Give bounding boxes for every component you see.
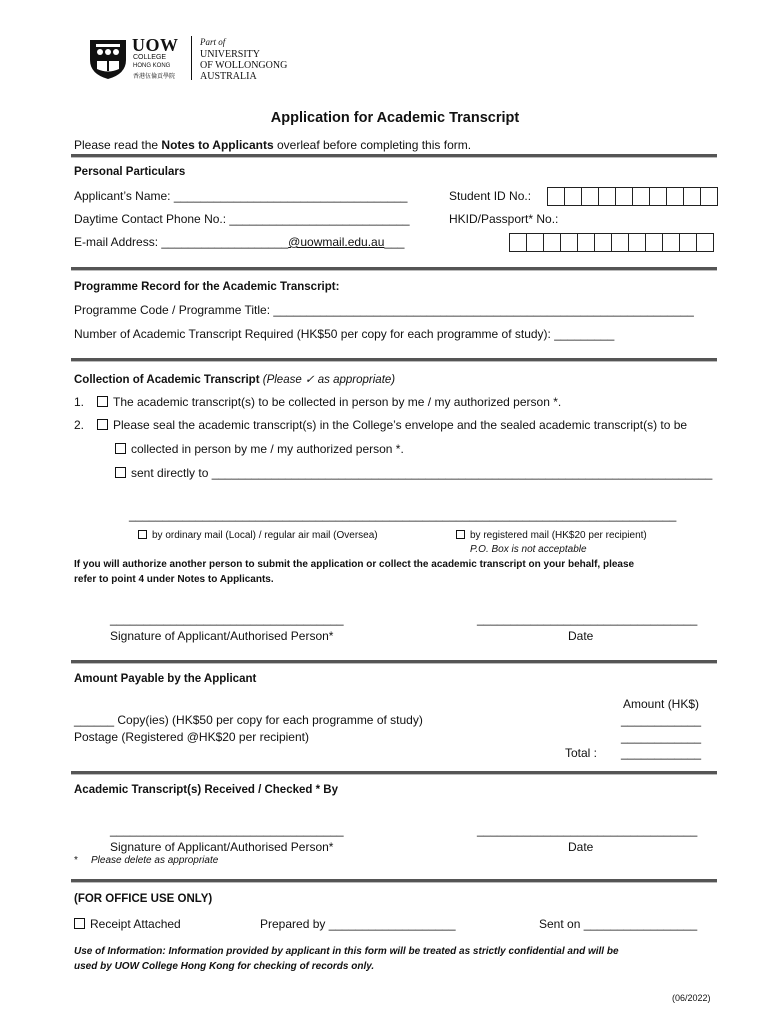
address-line[interactable]: __________________________________________________________________________________	[129, 508, 677, 522]
footnote-star: *	[74, 855, 78, 866]
received-signature-label: Signature of Applicant/Authorised Person*	[110, 840, 334, 854]
authorize-note: If you will authorize another person to submit the application or collect the academic transcript on your behalf, please	[74, 559, 635, 570]
signature-label: Signature of Applicant/Authorised Person*	[110, 629, 334, 643]
authorize-note-2: refer to point 4 under Notes to Applicants.	[74, 574, 274, 585]
office-heading: (FOR OFFICE USE ONLY)	[74, 893, 213, 905]
copies-field[interactable]: ______ Copy(ies) (HK$50 per copy for each programme of study)	[74, 713, 423, 727]
checkbox-icon[interactable]	[115, 443, 126, 454]
programme-heading: Programme Record for the Academic Transcript:	[74, 281, 340, 293]
received-date-line[interactable]: _________________________________	[477, 823, 698, 837]
postage-amount[interactable]: ____________	[621, 730, 702, 744]
collect-option[interactable]: collected in person by me / my authorized person *.	[115, 442, 404, 456]
copies-amount[interactable]: ____________	[621, 713, 702, 727]
checkbox-icon[interactable]	[138, 530, 147, 539]
received-date-label: Date	[568, 840, 594, 854]
checkbox-icon[interactable]	[456, 530, 465, 539]
programme-code-field[interactable]: Programme Code / Programme Title: _______________________________________________________________	[74, 303, 694, 317]
divider	[71, 267, 717, 271]
item1-number: 1.	[74, 395, 85, 409]
checkbox-icon[interactable]	[97, 419, 108, 430]
intro-text: Please read the Notes to Applicants overleaf before completing this form.	[74, 138, 472, 152]
sent-on-field[interactable]: Sent on _________________	[539, 917, 698, 931]
received-heading: Academic Transcript(s) Received / Checked * By	[74, 784, 338, 796]
send-option[interactable]: sent directly to ___________________________________________________________________________	[115, 466, 712, 480]
checkbox-icon[interactable]	[74, 918, 85, 929]
hkid-label: HKID/Passport* No.:	[449, 212, 559, 226]
hkid-boxes[interactable]	[510, 233, 714, 252]
divider	[71, 660, 717, 664]
receipt-option[interactable]: Receipt Attached	[74, 917, 181, 931]
logo-univ2: OF WOLLONGONG	[200, 60, 288, 71]
checkbox-icon[interactable]	[115, 467, 126, 478]
received-signature-line[interactable]: ___________________________________	[110, 823, 344, 837]
use-of-information: Use of Information: Information provided by applicant in this form will be treated as strictly confidential and will be	[74, 946, 619, 957]
version-code: (06/2022)	[672, 993, 711, 1003]
signature-line[interactable]: ___________________________________	[110, 612, 344, 626]
total-label: Total :	[565, 746, 598, 760]
logo-college: COLLEGE	[133, 54, 167, 61]
email-field[interactable]: E-mail Address: ___________________@uowmail.edu.au___	[74, 235, 405, 249]
phone-field[interactable]: Daytime Contact Phone No.: ___________________________	[74, 212, 410, 226]
logo-hong-kong: HONG KONG	[133, 63, 171, 69]
checkbox-icon[interactable]	[97, 396, 108, 407]
amount-heading: Amount Payable by the Applicant	[74, 673, 257, 685]
prepared-by-field[interactable]: Prepared by ___________________	[260, 917, 456, 931]
divider	[71, 358, 717, 362]
student-id-label: Student ID No.:	[449, 189, 532, 203]
divider	[71, 154, 717, 158]
item2-option[interactable]: Please seal the academic transcript(s) in the College’s envelope and the sealed academic transcript(s) to be	[97, 418, 687, 432]
postage-label: Postage (Registered @HK$20 per recipient)	[74, 730, 309, 744]
logo-divider	[191, 36, 192, 80]
logo-uow: UOW	[132, 35, 179, 55]
crest-icon	[88, 34, 128, 80]
transcript-number-field[interactable]: Number of Academic Transcript Required (HK$50 per copy for each programme of study): _________	[74, 327, 615, 341]
total-amount[interactable]: ____________	[621, 746, 702, 760]
personal-heading: Personal Particulars	[74, 166, 186, 178]
logo-univ3: AUSTRALIA	[200, 71, 257, 82]
collection-heading: Collection of Academic Transcript (Please ✓ as appropriate)	[74, 374, 396, 386]
date-label: Date	[568, 629, 594, 643]
item1-option[interactable]: The academic transcript(s) to be collected in person by me / my authorized person *.	[97, 395, 561, 409]
ordinary-mail-option[interactable]: by ordinary mail (Local) / regular air mail (Oversea)	[138, 530, 378, 541]
item2-number: 2.	[74, 418, 85, 432]
logo-chinese: 香港伍倫貢學院	[133, 74, 176, 80]
logo-part-of: Part of	[200, 37, 226, 47]
amount-column-header: Amount (HK$)	[623, 697, 700, 711]
divider	[71, 771, 717, 775]
use-of-information-2: used by UOW College Hong Kong for checking of records only.	[74, 961, 375, 972]
applicant-name-field[interactable]: Applicant’s Name: ___________________________________	[74, 189, 408, 203]
divider	[71, 879, 717, 883]
footnote: Please delete as appropriate	[91, 855, 219, 866]
date-line[interactable]: _________________________________	[477, 612, 698, 626]
registered-mail-option[interactable]: by registered mail (HK$20 per recipient)	[456, 530, 647, 541]
logo-univ1: UNIVERSITY	[200, 49, 260, 60]
po-box-note: P.O. Box is not acceptable	[470, 544, 587, 555]
page-title: Application for Academic Transcript	[270, 110, 520, 126]
student-id-boxes[interactable]	[548, 187, 718, 206]
